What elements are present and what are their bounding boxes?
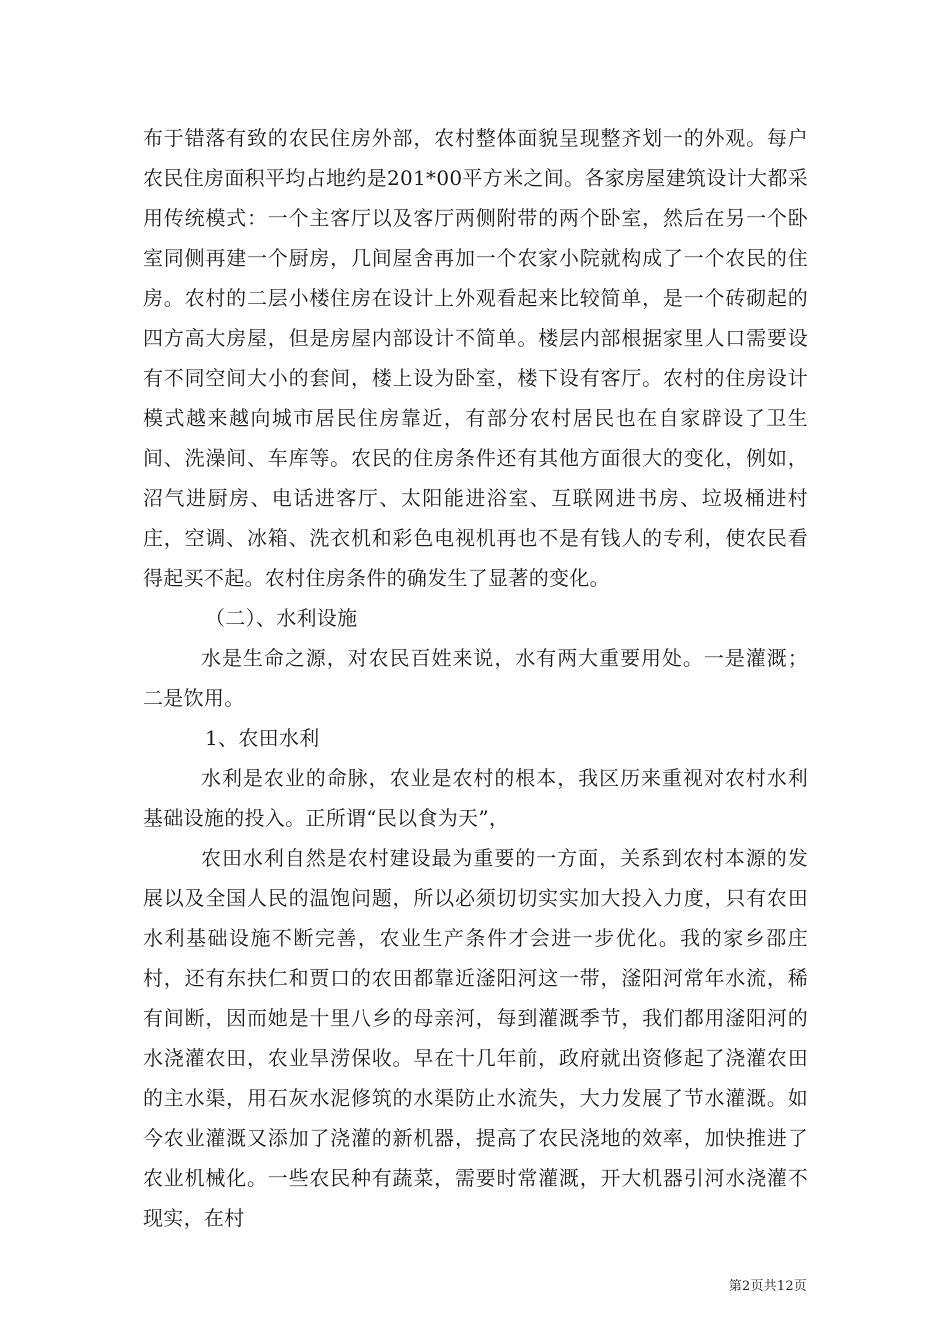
body-paragraph-4: 农田水利自然是农村建设最为重要的一方面，关系到农村本源的发展以及全国人民的温饱问题，所以必须切切实实加大投入力度，只有农田水利基础设施不断完善，农业生产条件才会进一步优化。我的家乡邵庄村，还有东扶仁和贾口的农田都靠近滏阳河这一带，滏阳河常年水流，稀有间断，因而她是十里八乡的母亲河，每到灌溉季节，我们都用滏阳河的水浇灌农田，农业旱涝保收。早在十几年前，政府就出资修起了浇灌农田的主水渠，用石灰水泥修筑的水渠防止水流失，大力发展了节水灌溉。如今农业灌溉又添加了浇灌的新机器，提高了农民浇地的效率，加快推进了农业机械化。一些农民种有蔬菜，需要时常灌溉，开大机器引河水浇灌不现实，在村 xyxy=(143,846,808,1230)
subsection-heading-farmland-irrigation: 1、农田水利 xyxy=(205,726,320,750)
body-paragraph-1: 布于错落有致的农民住房外部，农村整体面貌呈现整齐划一的外观。每户农民住房面积平均占地约是201*00平方米之间。各家房屋建筑设计大都采用传统模式：一个主客厅以及客厅两侧附带的两个卧室，然后在另一个卧室同侧再建一个厨房，几间屋舍再加一个农家小院就构成了一个农民的住房。农村的二层小楼住房在设计上外观看起来比较简单，是一个砖砌起的四方高大房屋，但是房屋内部设计不简单。楼层内部根据家里人口需要设有不同空间大小的套间，楼上设为卧室，楼下设有客厅。农村的住房设计模式越来越向城市居民住房靠近，有部分农村居民也在自家辟设了卫生间、洗澡间、车库等。农民的住房条件还有其他方面很大的变化，例如，沼气进厨房、电话进客厅、太阳能进浴室、互联网进书房、垃圾桶进村庄，空调、冰箱、洗衣机和彩色电视机再也不是有钱人的专利，使农民看得起买不起。农村住房条件的确发生了显著的变化。 xyxy=(143,126,808,590)
document-body xyxy=(143,118,808,1238)
section-heading-water-facilities: （二）、水利设施 xyxy=(205,606,358,630)
page-number-footer: 第2页共12页 xyxy=(728,1279,807,1294)
body-paragraph-3: 水利是农业的命脉，农业是农村的根本，我区历来重视对农村水利基础设施的投入。正所谓“民以食为天”， xyxy=(143,766,808,830)
body-paragraph-2: 水是生命之源，对农民百姓来说，水有两大重要用处。一是灌溉；二是饮用。 xyxy=(143,646,808,710)
